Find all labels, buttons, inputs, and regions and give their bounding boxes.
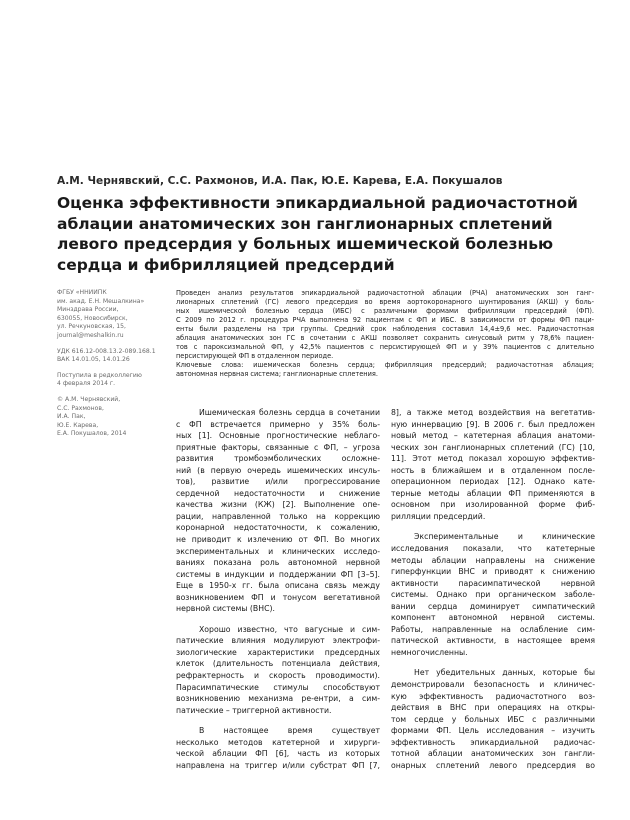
text-line: качества жизни (КЖ) [2]. Выполнение опе-: [176, 500, 380, 510]
abstract-line: енты были разделены на три группы. Средний срок наблюдения составил 14,4±9,6 мес. Радиочастотная: [176, 324, 594, 333]
text-line: экспериментальных и клинических исследо-: [176, 546, 380, 556]
text-line: ний (в первую очередь ишемических инсуль-: [176, 465, 380, 475]
affiliation-line: ФГБУ «ННИИПК: [57, 289, 107, 296]
paragraph: [391, 531, 595, 658]
text-line: системы в индукции и поддержании ФП [3–5].: [176, 569, 380, 579]
text-line: методы аблации направлены на снижение: [391, 555, 595, 565]
text-line: нервной системы (ВНС).: [176, 604, 275, 614]
text-line: операционном периодах [12]. Однако кате-: [391, 477, 595, 487]
authors: А.М. Чернявский, С.С. Рахмонов, И.А. Пак, Ю.Е. Карева, Е.А. Покушалов: [57, 175, 503, 187]
udc-code: УДК 616.12-008.13.2-089.168.1: [57, 347, 156, 355]
affiliation-line: ул. Речкуновская, 15,: [57, 323, 126, 331]
text-line: компонент автономной нервной системы.: [391, 613, 595, 623]
text-line: ность в ближайшем и в отдаленном после-: [391, 465, 595, 475]
abstract-line: аблация анатомических зон ГС в сочетании с АКШ позволяет сохранить синусовый ритм у 78,6% пациен-: [176, 333, 594, 342]
text-line: коронарной недостаточности, к сожалению,: [176, 523, 380, 533]
classification-codes: [57, 348, 175, 365]
title-line: аблации анатомических зон ганглионарных сплетений: [57, 214, 553, 233]
affiliation-line: Минздрава России,: [57, 306, 119, 314]
article-title: [57, 193, 597, 275]
text-line: тов), развитие и/или прогрессирование: [176, 477, 380, 487]
text-line: активности парасимпатической нервной: [391, 578, 595, 588]
text-line: действия в ВНС при операциях на откры-: [391, 703, 595, 713]
text-line: основном при изолированной форме фиб-: [391, 500, 595, 510]
copyright: [57, 396, 175, 439]
text-line: вании сердца доминирует симпатический: [391, 601, 595, 611]
text-line: ческой аблации ФП [6], часть из которых: [176, 749, 380, 759]
title-line: левого предсердия у больных ишемической болезнью: [57, 235, 554, 253]
text-line: патические – триггерной активности.: [176, 705, 332, 715]
text-line: эффективность эпикардиальной радиочас-: [391, 737, 595, 747]
text-line: развития тромбоэмболических осложне-: [176, 454, 380, 464]
text-line: патической активности, в настоящее время: [391, 636, 595, 646]
text-line: возникновением ФП и тонусом вегетативной: [176, 592, 380, 602]
text-line: ных [1]. Основные прогностические неблаго-: [176, 431, 380, 441]
text-line: новый метод – катетерная аблация анатоми-: [391, 431, 595, 441]
text-line: возникновению механизма ре-ентри, а сим-: [176, 694, 380, 704]
text-line: формами ФП. Цель исследования – изучить: [391, 726, 595, 736]
text-line: ваниях показана роль автономной нервной: [176, 558, 380, 568]
body-column-left: [176, 407, 380, 771]
affiliation-line: journal@meshalkin.ru: [57, 331, 124, 339]
paragraph: [391, 667, 595, 771]
text-line: не приводит к излечению от ФП. Во многих: [176, 535, 380, 545]
text-line: Экспериментальные и клинические: [414, 532, 595, 542]
text-line: гиперфункции ВНС и приводят к снижению: [391, 567, 595, 577]
affiliation-line: им. акад. Е.Н. Мешалкина»: [57, 297, 145, 305]
text-line: В настоящее время существует: [199, 726, 380, 736]
received-date: [57, 372, 175, 389]
text-line: Нет убедительных данных, которые бы: [414, 668, 595, 678]
text-line: Ишемическая болезнь сердца в сочетании с ФП встречается примерно у 35% боль-: [176, 408, 380, 429]
abstract-line: ных ишемической болезнью сердца (ИБС) с различными формами фибрилляции предсердий (ФП).: [176, 306, 594, 315]
text-line: онарных сплетений левого предсердия во: [391, 760, 595, 770]
text-line: демонстрировали безопасность и клиничес-: [391, 680, 595, 690]
title-line: сердца и фибрилляцией предсердий: [57, 255, 395, 274]
text-line: ческих зон ганглионарных сплетений (ГС) [10,: [391, 442, 595, 452]
text-line: 8], а также метод воздействия на вегетатив-: [391, 408, 595, 417]
abstract-line: С 2009 по 2012 г. процедура РЧА выполнена 92 пациентам с ФП и ИБС. В зависимости от формы ФП паци-: [176, 315, 594, 324]
paragraph: [176, 407, 380, 615]
text-line: направлена на триггер и/или субстрат ФП [7,: [176, 760, 380, 770]
abstract-line: лионарных сплетений (ГС) левого предсердия во время аортокоронарного шунтирования (АКШ) у боль-: [176, 297, 594, 306]
affiliation-line: 630055, Новосибирск,: [57, 314, 128, 322]
text-line: патические влияния модулируют электрофи-: [176, 636, 380, 646]
text-line: несколько методов катетерной и хирурги-: [176, 737, 380, 747]
text-line: 11]. Этот метод показал хорошую эффектив-: [391, 454, 595, 464]
paragraph: [391, 407, 595, 522]
copyright-line: © А.М. Чернявский,: [57, 395, 121, 403]
keywords-line: Ключевые слова: ишемическая болезнь сердца; фибрилляция предсердий; радиочастотная аблация;: [176, 360, 594, 369]
text-line: тотной аблации анатомических зон гангли-: [391, 749, 595, 759]
received-line: Поступила в редколлегию: [57, 371, 142, 379]
text-line: исследования показали, что катетерные: [391, 544, 595, 554]
text-line: немногочисленны.: [391, 647, 468, 657]
text-line: приятные факторы, связанные с ФП, – угроза: [176, 442, 380, 452]
text-line: сердечной недостаточности и снижение: [176, 488, 380, 498]
text-line: ную иннервацию [9]. В 2006 г. был предложен: [391, 419, 595, 429]
abstract: [176, 289, 594, 379]
text-line: рефрактерность и скорость проводимости).: [176, 671, 380, 681]
paragraph: [176, 624, 380, 716]
paragraph: [176, 725, 380, 771]
abstract-line: Проведен анализ результатов эпикардиальной радиочастотной аблации (РЧА) анатомических зон ганг-: [176, 289, 594, 297]
text-line: том сердце у больных ИБС с различными: [391, 714, 595, 724]
received-line: 4 февраля 2014 г.: [57, 380, 116, 388]
copyright-line: Е.А. Покушалов, 2014: [57, 430, 127, 438]
text-line: Еще в 1950-х гг. была описана связь между: [176, 581, 380, 591]
copyright-line: И.А. Пак,: [57, 413, 86, 421]
text-line: системы. Однако при органическом заболе-: [391, 590, 595, 600]
text-line: Работы, направленные на ослабление сим-: [391, 624, 595, 634]
text-line: кую эффективность радиочастотного воз-: [391, 691, 595, 701]
article-sidebar: [57, 289, 175, 439]
vak-code: ВАК 14.01.05, 14.01.26: [57, 356, 130, 364]
text-line: рации, направленной только на коррекцию: [176, 511, 380, 521]
text-line: Хорошо известно, что вагусные и сим-: [199, 624, 380, 634]
abstract-line: персистирующей ФП в отдаленном периоде.: [176, 351, 334, 360]
text-line: рилляции предсердий.: [391, 511, 486, 521]
title-line: Оценка эффективности эпикардиальной радиочастотной: [57, 194, 578, 212]
text-line: зиологические характеристики предсердных: [176, 647, 380, 657]
copyright-line: С.С. Рахмонов,: [57, 404, 104, 412]
keywords-line: автономная нервная система; ганглионарные сплетения.: [176, 369, 378, 378]
text-line: Парасимпатические стимулы способствуют: [176, 682, 380, 692]
affiliation: [57, 289, 175, 341]
copyright-line: Ю.Е. Карева,: [57, 421, 99, 429]
text-line: клеток (длительность потенциала действия,: [176, 659, 380, 669]
text-line: терные методы аблации ФП применяются в: [391, 488, 595, 498]
body-column-right: [391, 407, 595, 771]
abstract-line: тов с пароксизмальной ФП, у 42,5% пациентов с персистирующей ФП и у 39% пациентов с длительно: [176, 342, 594, 351]
